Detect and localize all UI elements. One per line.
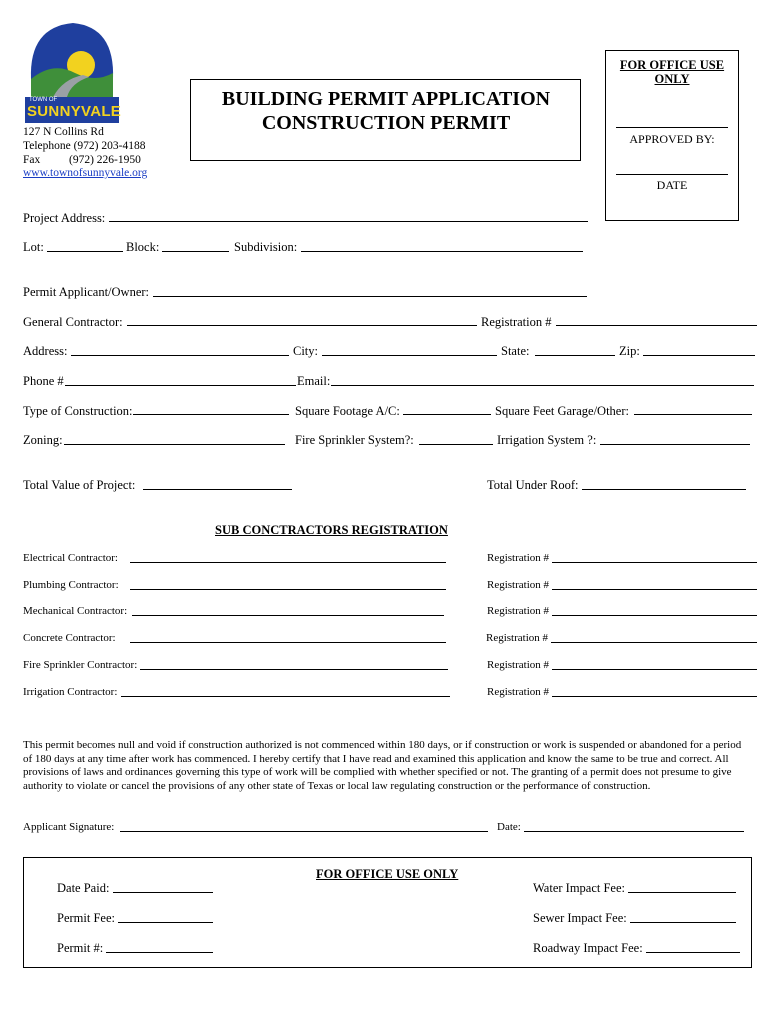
- title-line-2: CONSTRUCTION PERMIT: [261, 112, 511, 134]
- mechanical-registration-label: Registration #: [487, 605, 550, 617]
- address-field[interactable]: [71, 355, 289, 356]
- email-field[interactable]: [331, 385, 754, 386]
- plumbing-registration-field[interactable]: [552, 589, 757, 590]
- title-box: [190, 79, 581, 161]
- subcontractors-heading: SUB CONCTRACTORS REGISTRATION: [215, 523, 448, 537]
- fire-sprinkler-contractor-label: Fire Sprinkler Contractor:: [23, 659, 138, 671]
- permit-number-field[interactable]: [106, 952, 213, 953]
- total-under-roof-label: Total Under Roof:: [487, 478, 579, 492]
- subdivision-field[interactable]: [301, 251, 583, 252]
- date-paid-label: Date Paid:: [57, 881, 110, 895]
- mechanical-contractor-label: Mechanical Contractor:: [23, 605, 128, 617]
- sqft-ac-field[interactable]: [403, 414, 491, 415]
- approved-date-line[interactable]: [616, 174, 728, 175]
- phone-label: Phone #: [23, 374, 64, 388]
- fire-sprinkler-label: Fire Sprinkler System?:: [295, 433, 414, 447]
- concrete-contractor-label: Concrete Contractor:: [23, 632, 116, 644]
- electrical-registration-label: Registration #: [487, 552, 550, 564]
- fire-sprinkler-field[interactable]: [419, 444, 493, 445]
- city-field[interactable]: [322, 355, 497, 356]
- lot-field[interactable]: [47, 251, 123, 252]
- lot-label: Lot:: [23, 240, 44, 254]
- concrete-contractor-field[interactable]: [130, 642, 446, 643]
- city-label: City:: [293, 344, 319, 358]
- approved-date-label: DATE: [656, 178, 688, 192]
- fire-sprinkler-contractor-field[interactable]: [140, 669, 448, 670]
- email-label: Email:: [297, 374, 331, 388]
- applicant-signature-field[interactable]: [120, 831, 488, 832]
- logo-text: SUNNYVALE: [27, 103, 122, 120]
- office-use-box-top: [605, 50, 739, 221]
- roadway-impact-fee-field[interactable]: [646, 952, 740, 953]
- mechanical-registration-field[interactable]: [552, 615, 757, 616]
- mechanical-contractor-field[interactable]: [132, 615, 444, 616]
- sqft-ac-label: Square Footage A/C:: [295, 404, 400, 418]
- general-contractor-label: General Contractor:: [23, 315, 123, 329]
- block-label: Block:: [126, 240, 160, 254]
- zoning-label: Zoning:: [23, 433, 63, 447]
- permit-fee-label: Permit Fee:: [57, 911, 115, 925]
- zip-field[interactable]: [643, 355, 755, 356]
- total-value-field[interactable]: [143, 489, 292, 490]
- water-impact-fee-label: Water Impact Fee:: [533, 881, 626, 895]
- signature-date-field[interactable]: [524, 831, 744, 832]
- town-logo: [23, 17, 121, 125]
- address-label: Address:: [23, 344, 68, 358]
- electrical-registration-field[interactable]: [552, 562, 757, 563]
- irrigation-registration-label: Registration #: [487, 686, 550, 698]
- total-value-label: Total Value of Project:: [23, 478, 136, 492]
- zip-label: Zip:: [619, 344, 640, 358]
- general-contractor-field[interactable]: [127, 325, 477, 326]
- sewer-impact-fee-label: Sewer Impact Fee:: [533, 911, 627, 925]
- concrete-registration-field[interactable]: [551, 642, 757, 643]
- approved-by-line[interactable]: [616, 127, 728, 128]
- block-field[interactable]: [162, 251, 229, 252]
- plumbing-contractor-field[interactable]: [130, 589, 446, 590]
- applicant-signature-label: Applicant Signature:: [23, 821, 115, 833]
- town-telephone: Telephone (972) 203-4188: [23, 140, 146, 152]
- date-paid-field[interactable]: [113, 892, 213, 893]
- irrigation-contractor-label: Irrigation Contractor:: [23, 686, 118, 698]
- office-use-bottom-heading: FOR OFFICE USE ONLY: [316, 867, 459, 881]
- permit-fee-field[interactable]: [118, 922, 213, 923]
- project-address-label: Project Address:: [23, 211, 106, 225]
- applicant-label: Permit Applicant/Owner:: [23, 285, 150, 299]
- office-use-box-bottom: [23, 857, 752, 968]
- town-website-link[interactable]: www.townofsunnyvale.org: [23, 167, 148, 179]
- office-use-heading-line1: FOR OFFICE USE: [619, 58, 725, 72]
- construction-type-field[interactable]: [133, 414, 289, 415]
- irrigation-contractor-field[interactable]: [121, 696, 450, 697]
- gc-registration-label: Registration #: [481, 315, 552, 329]
- gc-registration-field[interactable]: [556, 325, 757, 326]
- approved-by-label: APPROVED BY:: [629, 132, 715, 146]
- zoning-field[interactable]: [64, 444, 285, 445]
- applicant-field[interactable]: [153, 296, 587, 297]
- logo-text-small: TOWN OF: [29, 97, 58, 103]
- permit-number-label: Permit #:: [57, 941, 104, 955]
- total-under-roof-field[interactable]: [582, 489, 746, 490]
- fire-sprinkler-registration-label: Registration #: [487, 659, 550, 671]
- phone-field[interactable]: [65, 385, 296, 386]
- irrigation-label: Irrigation System ?:: [497, 433, 597, 447]
- state-label: State:: [501, 344, 530, 358]
- plumbing-registration-label: Registration #: [487, 579, 550, 591]
- title-line-1: BUILDING PERMIT APPLICATION: [221, 88, 551, 110]
- fire-sprinkler-registration-field[interactable]: [552, 669, 757, 670]
- signature-date-label: Date:: [497, 821, 521, 833]
- concrete-registration-label: Registration #: [486, 632, 549, 644]
- town-fax: Fax (972) 226-1950: [23, 154, 141, 166]
- sqft-garage-label: Square Feet Garage/Other:: [495, 404, 629, 418]
- sewer-impact-fee-field[interactable]: [630, 922, 736, 923]
- electrical-contractor-field[interactable]: [130, 562, 446, 563]
- sqft-garage-field[interactable]: [634, 414, 752, 415]
- subdivision-label: Subdivision:: [234, 240, 298, 254]
- water-impact-fee-field[interactable]: [628, 892, 736, 893]
- state-field[interactable]: [535, 355, 615, 356]
- legal-disclaimer: This permit becomes null and void if construction authorized is not commenced within 180 days, or if construction or work is suspended or abandoned for a period of 180 days at any time after work has commenced. I hereby certify that I have read and examined this application and know the same to be true and correct. All provisions of laws and ordinances governing this type of work will be complied with whether specified or not. The granting of a permit does not presume to give authority to violate or cancel the provisions of any other state of Texas or local law regulating construction or the performance of construction.: [23, 739, 742, 792]
- roadway-impact-fee-label: Roadway Impact Fee:: [533, 941, 643, 955]
- irrigation-field[interactable]: [600, 444, 750, 445]
- office-use-heading-line2: ONLY: [654, 72, 690, 86]
- electrical-contractor-label: Electrical Contractor:: [23, 552, 118, 564]
- plumbing-contractor-label: Plumbing Contractor:: [23, 579, 119, 591]
- irrigation-registration-field[interactable]: [552, 696, 757, 697]
- town-address: 127 N Collins Rd: [23, 126, 104, 138]
- construction-type-label: Type of Construction:: [23, 404, 133, 418]
- project-address-field[interactable]: [109, 221, 588, 222]
